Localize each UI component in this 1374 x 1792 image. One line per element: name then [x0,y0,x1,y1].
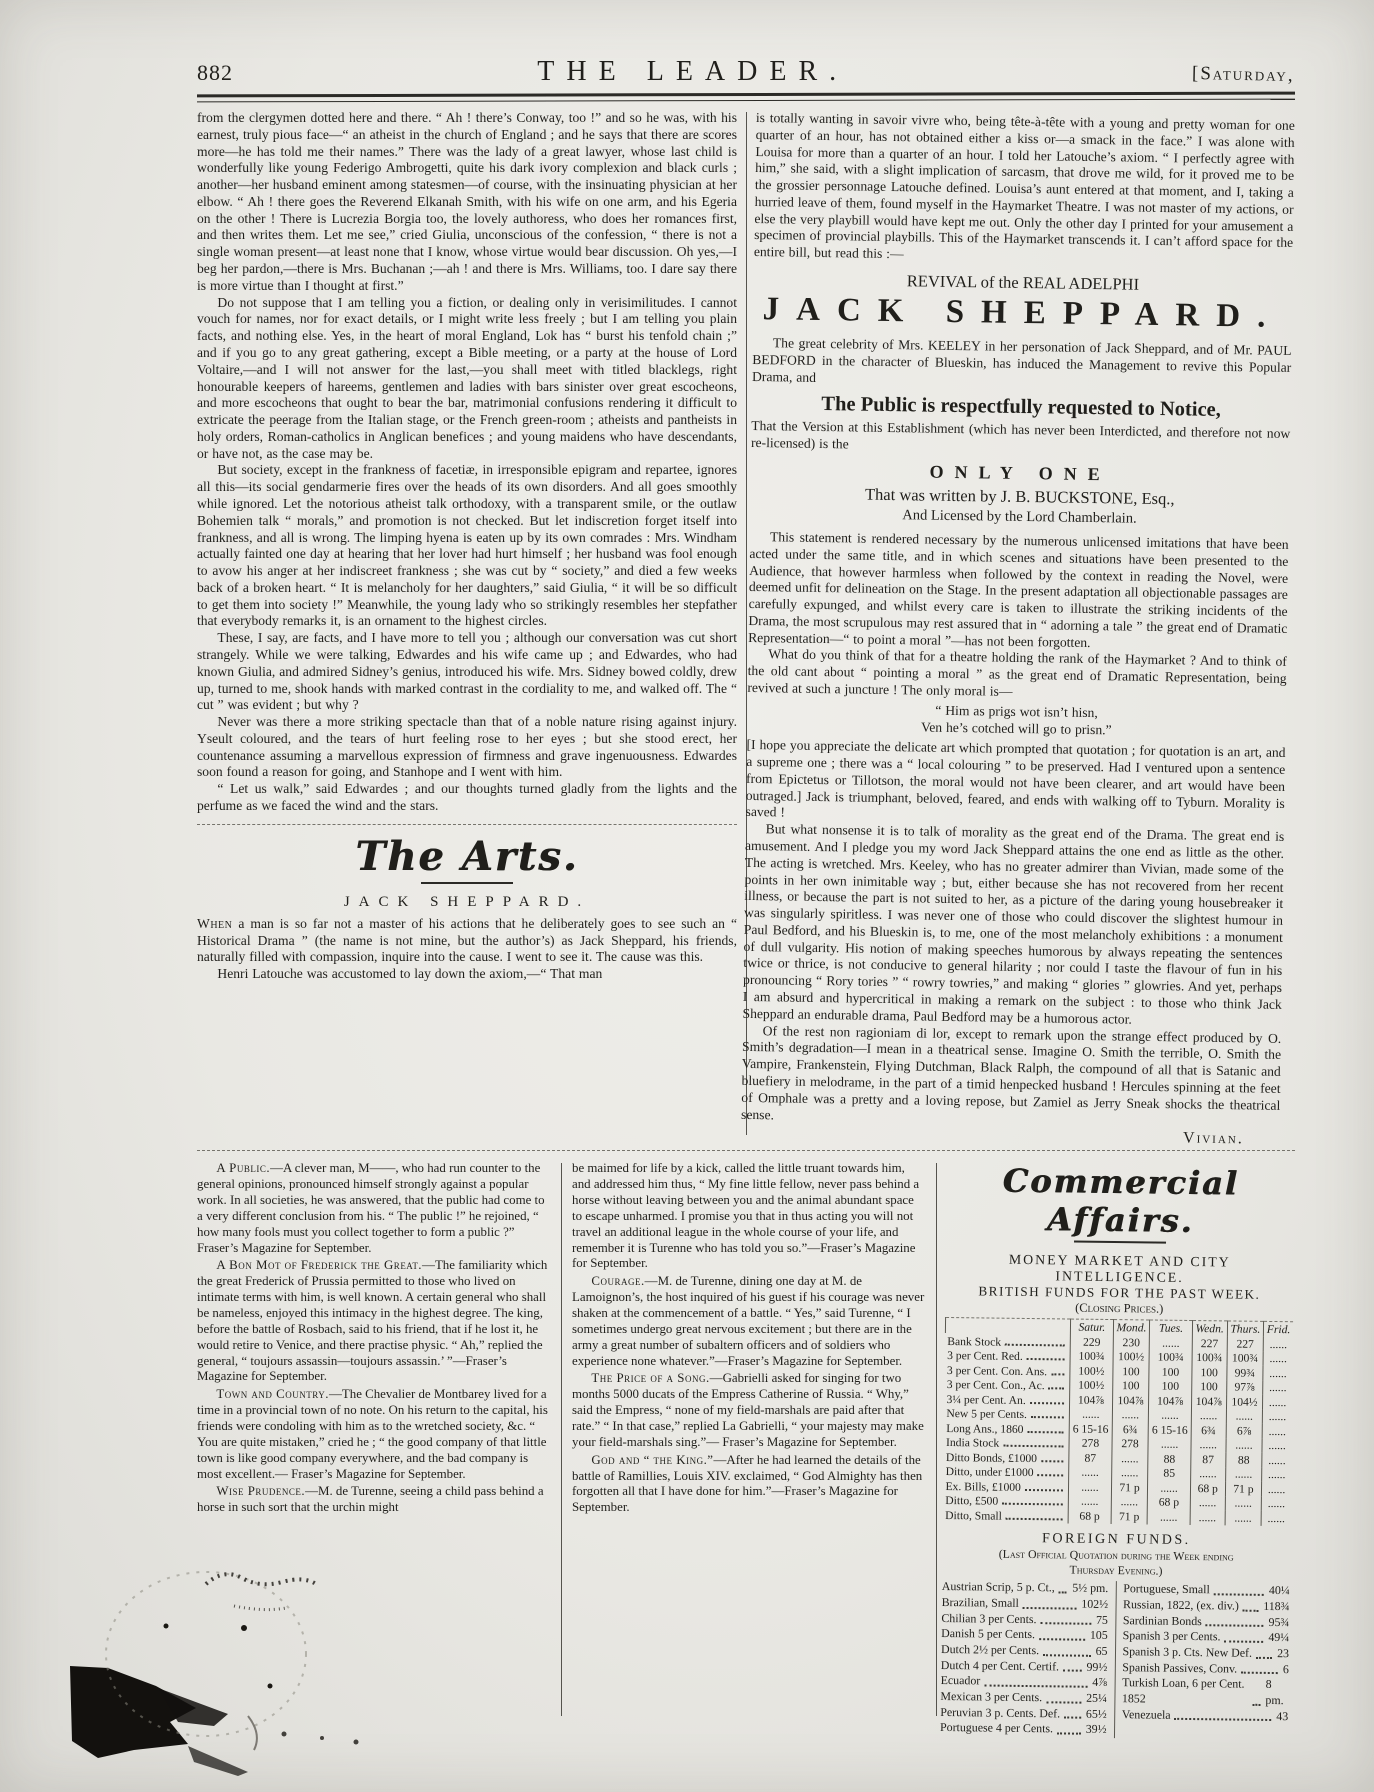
price-cell: ...... [1262,1424,1291,1439]
price-cell: 100 [1192,1380,1227,1395]
price-cell: 100¾ [1192,1351,1227,1366]
arts-article-title: JACK SHEPPARD. [343,893,591,910]
dot-leader [1038,1474,1064,1476]
price-cell: 278 [1069,1436,1112,1451]
masthead [197,56,1295,88]
fund-label: Mexican 3 per Cents. [940,1689,1043,1705]
anecdote [197,1258,551,1385]
anecdote-text: —The Chevalier de Montbarey lived for a time in a provincial town of no note. On his return to the capital, his friends were condoling with him as to the wretched society, &c. “ You are quite mistaken,” cried he ; “ the good company of that little town is like good company everywhere, and the bad company is most excellent.— Fraser’s Magazine for September. [197,1387,548,1481]
fund-label: Portuguese, Small [1123,1581,1210,1597]
ad-only-one-line: ONLY ONE [929,461,1111,485]
price-cell: 71 p [1225,1482,1262,1497]
fund-price: 25¼ [1086,1691,1108,1706]
anecdote [572,1453,926,1516]
theatre-advertisement [750,269,1293,530]
dot-leader [1214,1583,1264,1596]
price-cell: ...... [1263,1381,1292,1396]
price-cell: ...... [1226,1438,1263,1453]
price-cell: ...... [1112,1451,1149,1466]
fund-label: Brazilian, Small [941,1595,1019,1611]
price-cell: ...... [1148,1481,1191,1496]
article-paragraph: But society, except in the frankness of facetiæ, in irresponsible epigram and repartee, ignores all this—its social gendarmerie fires over the heads of its own disorders. And all goes smoothly while ignored. Let the notorious atheist talk orthodoxy, with a transparent smile, or the outlaw Bohemien talk “ morals,” and promotion is not checked. But let indiscretion forget itself into frankness, and all is wrong. The limping hyena is eaten up by its own comrades : Mrs. Windham actually fainted one day at hearing that her lover had hurt himself ; her husband was fool enough to avow his anger at her indiscreet frankness ; she was cut by “ society,” and died a few weeks back of a broken heart. “ It is melancholy for her daughters,” said Giulia, “ it will be so difficult to get them into society !” Meanwhile, the young lady who so strikingly resembles her stepfather that everybody remarks it, is an ornament to the highest circles. [197,462,737,629]
fund-label: Turkish Loan, 6 per Cent. 1852 [1121,1675,1245,1706]
fund-price: 6 [1282,1662,1289,1677]
foreign-funds-subtitle-line: (Last Official Quotation during the Week ending [998,1546,1234,1564]
dot-leader [1027,1358,1065,1360]
paragraph-text: a man is so far not a master of his actions that he deliberately goes to see such an “ Historical Drama ” (the name is not mine, but the author’s) as Jack Sheppard, his friends, naturally filled with compassion, inquire into the cause. I went to see it. The cause was this. [197,915,737,965]
fund-label: Danish 5 per Cents. [941,1626,1036,1642]
arts-heading-rule [421,882,513,884]
dot-leader [1224,1630,1263,1643]
ad-revival-line: REVIVAL of the REAL ADELPHI [906,271,1140,294]
price-cell: ...... [1261,1511,1290,1526]
dot-leader [1031,1416,1064,1418]
fund-label: India Stock [944,1435,1069,1451]
fund-price: 39½ [1085,1722,1107,1737]
ad-written-by-line: That was written by J. B. BUCKSTONE, Esq., [864,484,1175,509]
couplet-line: Ven he’s cotched will go to prisn.” [920,719,1112,737]
dot-leader [1241,1662,1278,1675]
price-cell: ...... [1262,1410,1291,1425]
fund-label: Dutch 2½ per Cents. [940,1642,1040,1658]
fund-quote-row [1122,1707,1289,1725]
price-cell: 68 p [1148,1495,1191,1510]
column-divider [561,1163,562,1716]
funds-table-body [943,1333,1293,1526]
anecdote-text: —After he had learned the details of the battle of Ramillies, Louis XIV. exclaimed, “ God Almighty has then forgotten all that I have done for him.”—Fraser’s Magazine for September. [572,1452,923,1515]
column-header: Satur. [1070,1319,1113,1335]
price-cell: 100 [1192,1365,1227,1380]
dot-leader [1027,1431,1063,1433]
price-cell: ...... [1263,1337,1292,1352]
price-cell: ...... [1225,1496,1262,1511]
fund-label: Austrian Scrip, 5 p. Ct., [941,1579,1055,1595]
column-header: Wedn. [1192,1321,1227,1337]
anecdote-lead: The Price of a Song. [591,1371,710,1386]
dot-leader [1057,1722,1081,1735]
fund-price: 5½ pm. [1072,1581,1109,1596]
price-cell: 88 [1148,1452,1191,1467]
price-cell: ...... [1190,1496,1225,1511]
price-cell: 100 [1113,1364,1150,1379]
foreign-funds-subtitle [942,1546,1290,1581]
dot-leader [1039,1628,1085,1641]
price-cell: ...... [1262,1453,1291,1468]
fund-price: 75 [1095,1612,1108,1627]
column-header: Mond. [1113,1320,1150,1336]
commercial-affairs-column [940,1161,1295,1740]
quoted-couplet [747,700,1286,742]
anecdote-text: —M. de Turenne, seeing a child pass behind a horse in such sort that the urchin might [197,1484,544,1515]
article-paragraph: is totally wanting in savoir vivre who, being tête-à-tête with a young and pretty woman for one quarter of an hour, has not obtained either a kiss or—a smack in the face.” I was alone with Louisa for more than a quarter of an hour. I told her Latouche’s axiom. “ I perfectly agree with him,” she said, with a slight implication of sarcasm, that drove me wild, for it proved me to be the grossier personnage Latouche defined. Louisa’s aunt entered at that moment, and I, taking a hurried leave of them, found myself in the Haymarket Theatre. I was not master of my actions, or else the very playbill would have kept me out. Only the other day I printed for your amusement a specimen of provincial playbills. This of the Haymarket transcends it. I can’t afford space for the entire bill, but read this :— [753,110,1295,262]
fund-price: 23 [1277,1646,1290,1661]
fund-label: Long Ans., 1860 [944,1420,1069,1436]
price-cell: ...... [1262,1468,1291,1483]
price-cell: 104⅞ [1070,1393,1113,1408]
price-cell: 68 p [1068,1509,1111,1524]
price-cell: ...... [1191,1409,1226,1424]
anecdote-text: —Gabrielli asked for singing for two months 5000 ducats of the Empress Catherine of Russia. “ Why,” said the Empress, “ none of my field-marshals are paid after that rate.” “ In that case,” replied La Gabrielli, “ your majesty may make your field-marshals sing.”— Fraser’s Magazine for September. [572,1371,924,1449]
fund-price: 49¼ [1268,1630,1290,1645]
dot-leader [1256,1646,1272,1659]
fund-label: Dutch 4 per Cent. Certif. [940,1657,1060,1674]
price-cell: ...... [1191,1438,1226,1453]
dot-leader [1003,1445,1063,1448]
price-cell: 278 [1112,1437,1149,1452]
foreign-funds-title: FOREIGN FUNDS. [1042,1530,1191,1548]
fund-label: 3 per Cent. Con., Ac. [945,1377,1070,1393]
price-cell: 99¾ [1226,1366,1263,1381]
price-cell: ...... [1190,1510,1225,1525]
ad-celebrity-paragraph: The great celebrity of Mrs. KEELEY in her personation of Jack Sheppard, and of Mr. PAUL BEDFORD in the character of Blueskin, has induced the Management to revive this Popular Drama, and [751,335,1292,385]
foreign-list-right [1113,1582,1289,1741]
fund-price: 43 [1276,1709,1289,1724]
price-cell: 97⅞ [1226,1380,1263,1395]
fund-label: Venezuela [1121,1707,1171,1722]
anecdote-text: —A clever man, M——, who had run counter to the general opinions, pronounced himself strongly against a popular work. In all societies, he was answered, that the public had come to a very different conclusion from his. “ The public !” he rejoined, “ how many fools must you collect together to form a public ?” Fraser’s Magazine for September. [197,1161,545,1255]
anecdote [197,1387,551,1482]
anecdote-text: —The familiarity which the great Frederick of Prussia permitted to those who lived on intimate terms with him, is well known. A certain general who shall be nameless, enjoyed this intimacy in the highest degree. The king, before the battle of Rosbach, said to his friend, that if he lost it, he would retire to Venice, and there practise physic. “ Ah,” replied the general, “ toujours assassin—toujours assassin.’ ”—Fraser’s Magazine for September. [197,1258,548,1384]
fund-quote-row [1122,1676,1289,1709]
price-cell: 100½ [1070,1364,1113,1379]
fund-label: Sardinian Bonds [1122,1613,1202,1628]
price-cell: 68 p [1190,1481,1225,1496]
price-cell: ...... [1111,1495,1148,1510]
price-cell: 87 [1191,1452,1226,1467]
dot-leader [1041,1460,1063,1462]
dot-leader [1043,1643,1091,1656]
dot-leader [1064,1707,1081,1720]
fund-label: 3 per Cent. Red. [945,1348,1070,1364]
foreign-list-left [940,1579,1108,1738]
fund-label: Ditto Bonds, £1000 [944,1449,1069,1465]
anecdote [572,1274,926,1369]
anecdote-lead: Town and Country. [216,1387,329,1402]
anecdote [572,1371,926,1450]
article-paragraph: “ Let us walk,” said Edwardes ; and our thoughts turned gladly from the lights and the perfume as we faced the wind and the stars. [197,781,737,814]
fund-quote-row [940,1721,1107,1739]
anecdotes-column-2 [572,1161,926,1736]
article-paragraph: These, I say, are facts, and I have more to tell you ; although our conversation was cut short strangely. While we were talking, Edwardes and his wife came up ; and Edwardes, who had known Giulia, and admired Sidney’s genius, introduced his wife. Mrs. Sidney bowed coldly, drew up, turned to me, shook hands with marked contrast in the cordiality to me, and walked off. The “ cut ” was evident ; but why ? [197,630,737,713]
price-cell: ...... [1263,1366,1292,1381]
newspaper-title: THE LEADER. [537,56,849,87]
dot-leader [1252,1677,1260,1706]
masthead-rule [197,92,1295,103]
price-cell: 104½ [1226,1395,1263,1410]
price-cell: 71 p [1111,1509,1148,1524]
commercial-affairs-heading: Commercial Affairs. [1002,1161,1240,1241]
price-cell: 100½ [1070,1378,1113,1393]
price-cell: ...... [1149,1336,1192,1351]
price-cell: 104⅞ [1149,1394,1192,1409]
column-header: Tues. [1150,1320,1193,1336]
fund-price: 65½ [1085,1706,1107,1722]
section-rule [197,824,737,825]
price-cell: ...... [1262,1482,1291,1497]
price-cell: ...... [1147,1510,1190,1525]
fund-label: Ditto, Small [943,1507,1068,1523]
dot-leader [1002,1503,1063,1506]
dot-leader [1243,1599,1259,1612]
dot-leader [1206,1614,1264,1627]
anecdote-lead: Courage. [591,1274,645,1289]
price-cell: 227 [1192,1336,1227,1351]
price-cell: ...... [1069,1465,1112,1480]
price-cell: 88 [1225,1453,1262,1468]
fund-label: Spanish 3 p. Cts. New Def. [1122,1644,1253,1661]
column-header: Thurs. [1227,1321,1264,1337]
closing-prices-note: (Closing Prices.) [1075,1300,1164,1316]
anecdote-text: be maimed for life by a kick, called the little truant towards him, and addressed him thus, “ My fine little fellow, never pass behind a horse without leaving between you and the animal abundant space to escape unharmed. I promise you that in thus acting you will not travel an additional league in the whole course of your life, and remember it is Turenne who has told you so.”—Fraser’s Magazine for September. [572,1161,920,1271]
fund-price: 40¼ [1268,1583,1290,1598]
dot-leader [1030,1402,1064,1404]
anecdote-lead: A Bon Mot of Frederick the Great. [216,1258,423,1273]
fund-label: Peruvian 3 p. Cents. Def. [940,1705,1061,1721]
author-signature: Vivian. [1182,1129,1244,1148]
dot-leader [1063,1659,1082,1672]
price-cell: 6 15-16 [1148,1423,1191,1438]
article-paragraph: What do you think of that for a theatre holding the rank of the Haymarket ? And to think of the old cant about “ pointing a moral ” as the great end of Dramatic Representation, being revived at such a juncture ! The only moral is— [747,646,1287,699]
anecdote-lead: Wise Prudence. [216,1484,306,1499]
price-cell: ...... [1069,1480,1112,1495]
anecdote-text: —M. de Turenne, dining one day at M. de Lamoignon’s, the host inquired of his guest if his courage was never shaken at the commencement of a battle. “ Yes,” said Turenne, “ I sometimes undergo great nervous excitement ; but there are in the army a great number of subaltern officers and of soldiers who experience none whatever.”—Fraser’s Magazine for September. [572,1274,925,1368]
price-cell: ...... [1225,1467,1262,1482]
price-cell: ...... [1149,1408,1192,1423]
price-cell: 100¾ [1070,1349,1113,1364]
right-column [741,110,1295,1149]
arts-paragraph [197,916,737,966]
paragraph-lead: When [197,915,233,931]
price-cell: ...... [1069,1407,1112,1422]
price-cell: 227 [1227,1337,1264,1352]
anecdote [572,1161,926,1272]
fund-label: Spanish Passives, Conv. [1122,1660,1238,1676]
fund-price: 65 [1095,1644,1108,1659]
anecdote [197,1161,551,1256]
dot-leader [1049,1388,1065,1390]
price-cell: ...... [1263,1395,1292,1410]
fund-label: 3 per Cent. Con. Ans. [945,1362,1070,1378]
price-cell: 85 [1148,1466,1191,1481]
fund-price: 99½ [1086,1659,1108,1674]
article-paragraph: from the clergymen dotted here and there. “ Ah ! there’s Conway, too !” and so he was, with his earnest, truly pious face—“ an atheist in the church of England ; and he says that there are scores more—he has told me their names.” There was the lady of a great lawyer, whose last child is wonderfully like young Federigo Ambrogetti, quite his dark ivory complexion and black curls ; another—her husband eminent among statesmen—of course, with the insinuating physician at her elbow. “ Ah ! there goes the Reverend Elkanah Smith, with his wife on one arm, and his Egeria on the other ! There is Lucrezia Borgia too, the lovely authoress, who does her romances first, and then writes them. Let me see,” cried Giulia, unconscious of the confession, “ there is not a single woman present—at least none that I know, whose virtue would bear discussion. Oh yes,—I beg her pardon,—there is Mrs. Buchanan ;—ah ! and there is Mrs. Williams, too. I dare say there is more virtue than I thought at first.” [197,110,737,293]
money-market-title: MONEY MARKET AND CITY INTELLIGENCE. [1008,1252,1231,1286]
price-cell: ...... [1111,1466,1148,1481]
section-rule [197,1150,1295,1151]
fund-label: Ditto, under £1000 [944,1464,1069,1480]
price-cell: ...... [1262,1439,1291,1454]
fund-label: Spanish 3 per Cents. [1122,1628,1221,1644]
price-cell: ...... [1190,1467,1225,1482]
article-paragraph: [I hope you appreciate the delicate art which prompted that quotation ; for quotation is an art, and a supreme one ; there was a “ local colouring ” to be preserved. Had I ventured upon a sentence from Epictetus or Tillotson, the moral would not have been clearer, and art would have been outraged.] Jack is triumphant, beloved, feared, and ends with walking off to Tyburn. Morality is saved ! [745,737,1286,820]
price-cell: 100¾ [1149,1350,1192,1365]
article-paragraph: Never was there a more striking spectacle than that of a noble nature rising against injury. Yseult coloured, and the tears of hurt feeling rose to her eyes ; but she stood erect, her countenance assuming a marvellous expression of firmness and grave ingenuousness. Edwardes soon found a reason for going, and Stanhope and I went with him. [197,714,737,780]
column-divider [936,1163,937,1716]
left-column [197,110,737,1141]
anecdote-lead: A Public. [216,1161,271,1176]
price-cell: 6¾ [1112,1422,1149,1437]
ad-notice-line: The Public is respectfully requested to Notice, [821,393,1222,422]
date-tag: [Saturday, [1192,62,1296,87]
price-cell: 100 [1149,1379,1192,1394]
fund-label: Chilian 3 per Cents. [941,1610,1037,1626]
article-paragraph: But what nonsense it is to talk of morality as the great end of the Drama. The great end is amusement. And I pledge you my word Jack Sheppard attains the one end as little as the other. The acting is wretched. Mrs. Keeley, who has no greater admirer than Vivian, made some of the points in her own inimitable way ; but, either because she has not recovered from her recent illness, or because the part is not suited to her, as a picture of the daring young housebreaker it was singularly spiritless. I was never one of those who could discover the slightest humour in Paul Bedford, and his Blueskin is, to me, one of the most melancholy exhibitions : a monument of dull vulgarity. His notion of making speeches humorous by always repeating the sentences twice or thrice, is not conducive to general hilarity ; nor could I taste the flavour of fun in his pronouncing “ Rory tories ” “ rowry towries,” and making “ glories ” glowries. And yet, perhaps I am absurd and hypercritical in making a remark on the subject : to those who think Jack Sheppard an endurable drama, Paul Bedford may be a humorous actor. [742,821,1285,1027]
column-header: Frid. [1264,1322,1293,1338]
fund-label: Portuguese 4 per Cents. [939,1720,1054,1737]
fund-label: New 5 per Cents. [944,1406,1069,1422]
ink-blot [38,1536,418,1786]
price-cell: 100 [1112,1379,1149,1394]
money-market-table [943,1317,1293,1526]
price-cell: 100½ [1113,1350,1150,1365]
dot-leader [1046,1691,1081,1704]
price-cell: 229 [1070,1335,1113,1350]
arts-section-heading: The Arts. [355,832,579,880]
foreign-funds-lists [940,1579,1290,1740]
arts-paragraph: Henri Latouche was accustomed to lay down the axiom,—“ That man [217,966,603,982]
price-cell: ...... [1261,1497,1290,1512]
fund-price: 95¾ [1268,1614,1290,1630]
dot-leader [1040,1612,1091,1625]
table-row [943,1507,1291,1526]
ad-title: JACK SHEPPARD. [762,291,1283,335]
dot-leader [1005,1344,1065,1347]
british-funds-title: BRITISH FUNDS FOR THE PAST WEEK. [978,1283,1261,1303]
page-number: 882 [197,60,233,85]
anecdote-lead: God and “ the King.” [591,1452,714,1467]
price-cell: ...... [1148,1437,1191,1452]
fund-label: Russian, 1822, (ex. div.) [1123,1597,1239,1613]
commercial-heading-rule [1074,1241,1166,1244]
fund-label: 3¼ per Cent. An. [945,1391,1070,1407]
fund-label: Ex. Bills, £1000 [943,1478,1068,1494]
ad-version-paragraph: That the Version at this Establishment (which has never been Interdicted, and therefore not now re-licensed) is the [750,418,1291,452]
price-cell: 100¾ [1227,1351,1264,1366]
fund-price: 4⅞ [1092,1675,1108,1690]
price-cell: 87 [1069,1451,1112,1466]
price-cell: 6¾ [1191,1423,1226,1438]
dot-leader [1025,1489,1063,1491]
article-paragraph: Do not suppose that I am telling you a fiction, or dealing only in verisimilitudes. I cannot vouch for names, nor for exact details, or I might write less freely ; but I am telling you plain facts, and nothing else. Yes, in the heart of moral England, Lok has “ burst his tenfold chain ;” and if you go to any great gathering, except a Bible meeting, or a party at the house of Lord Voltaire,—and I will not answer for the last,—you shall meet with titled blacklegs, right honourable keepers of hareems, gentlemen and ladies with bars sinister over great escocheons, and more escocheons that ought to bear the bar, matrimonial confusions rendering it difficult to extricate the peerage from the Italian stage, or the French green-room ; atheists and pantheists in holy orders, Roman-catholics in Anglican benefices ; and young maidens who have descendants, or have not, as the case may be. [197,294,737,461]
dot-leader [1175,1708,1272,1722]
dot-leader [1023,1596,1077,1609]
price-cell: 6 15-16 [1069,1422,1112,1437]
fund-price: 118¾ [1263,1599,1290,1614]
price-cell: ...... [1225,1511,1262,1526]
dot-leader [1051,1373,1064,1375]
fund-price: 8 pm. [1265,1677,1284,1708]
fund-price: 105 [1089,1628,1108,1643]
anecdote [197,1484,551,1516]
article-paragraph: This statement is rendered necessary by the numerous unlicensed imitations that have been acted under the same title, and in which scenes and situations have been presented to the Audience, that however harmless when followed by the context in reading the Novel, were deemed unfit for delineation on the Stage. In the present adaptation all objectionable passages are carefully expunged, and whilst every care is taken to illustrate the striking incidents of the Drama, the most scrupulous may rest assured that in “ adorning a tale ” the great end of Dramatic Representation—“ to point a moral ”—has not been forgotten. [748,529,1289,650]
fund-label: Ditto, £500 [943,1493,1068,1509]
price-cell: ...... [1112,1408,1149,1423]
price-cell: 104⅞ [1191,1394,1226,1409]
price-cell: 100 [1149,1365,1192,1380]
ad-licensed-line: And Licensed by the Lord Chamberlain. [902,507,1137,527]
foreign-funds-subtitle-line: Thursday Evening.) [1069,1562,1163,1578]
dot-leader [1006,1518,1063,1521]
dot-leader [1059,1581,1068,1594]
price-cell: 230 [1113,1335,1150,1350]
price-cell: 6⅞ [1226,1424,1263,1439]
article-paragraph: Of the rest non ragioniam di lor, except to remark upon the strange effect produced by O. Smith’s degradation—I mean in a theatrical sense. Imagine O. Smith the terrible, O. Smith the Vampire, Frankenstein, Flying Dutchman, Black Ralph, the compound of all that is Satanic and bluefiery in melodrame, in the part of a timid henpecked husband ! Hercules spinning at the feet of Omphale was a pretty and a loving repose, but Zamiel as Jerry Sneak shocks the theatrical sense. [740,1022,1282,1122]
fund-label: Ecuador [940,1673,981,1689]
dot-leader [984,1674,1087,1688]
price-cell: ...... [1068,1494,1111,1509]
fund-price: 102½ [1081,1596,1109,1612]
price-cell: ...... [1263,1352,1292,1367]
couplet-line: “ Him as prigs wot isn’t hisn, [935,702,1098,720]
price-cell: ...... [1226,1409,1263,1424]
price-cell: 71 p [1111,1480,1148,1495]
price-cell: 104⅞ [1112,1393,1149,1408]
fund-label: Bank Stock [945,1333,1070,1349]
